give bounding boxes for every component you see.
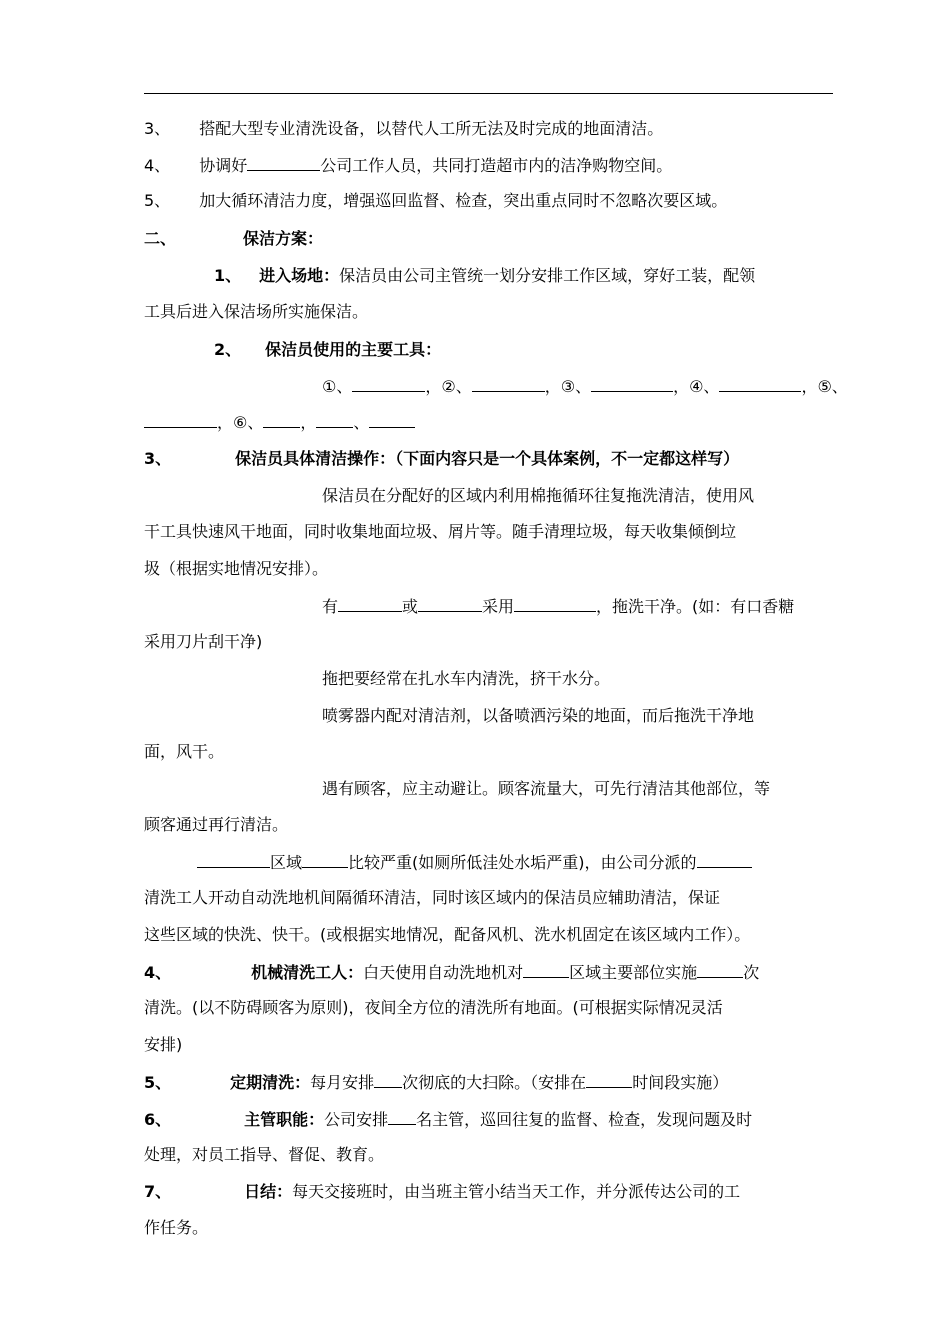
blank [374, 1072, 402, 1088]
p3-line: 采用刀片刮干净) [144, 632, 263, 651]
blank [369, 412, 415, 428]
section-heading-2 [144, 229, 323, 249]
section-number: 二、 [144, 229, 177, 248]
marker: ，③、 [544, 377, 592, 396]
blank [388, 1109, 416, 1125]
blank [316, 412, 353, 428]
item-title: 进入场地： [259, 266, 340, 285]
p3-line: 喷雾器内配对清洁剂，以备喷洒污染的地面，而后拖洗干净地 [322, 706, 755, 725]
item-number: 7、 [144, 1182, 172, 1201]
blank [514, 596, 596, 612]
marker: ，⑤、 [801, 377, 848, 396]
p4-line: 安排) [144, 1035, 183, 1054]
blank [697, 852, 752, 868]
item-number: 4、 [144, 963, 172, 982]
blank [197, 852, 270, 868]
item-title: 保洁员使用的主要工具： [265, 340, 442, 359]
plan-item-4 [144, 962, 759, 983]
text: 白天使用自动洗地机对 [363, 963, 524, 982]
item-number: 4、 [144, 156, 171, 175]
marker: 、 [353, 413, 370, 432]
list-item-3 [144, 119, 663, 139]
item-number: 3、 [144, 119, 171, 138]
blank [338, 596, 402, 612]
p7-line: 作任务。 [144, 1218, 209, 1237]
item-text: 协调好 [199, 156, 248, 175]
blank [144, 412, 217, 428]
blank [247, 155, 320, 171]
text: 时间段实施） [632, 1073, 729, 1092]
p3-line: 遇有顾客，应主动避让。顾客流量大，可先行清洁其他部位，等 [322, 779, 771, 798]
plan-item-1-cont: 工具后进入保洁场所实施保洁。 [144, 302, 369, 321]
text: 有 [322, 597, 339, 616]
blank [719, 376, 801, 392]
item-title: 日结： [244, 1182, 293, 1201]
p3-line: 保洁员在分配好的区域内利用棉拖循环往复拖洗清洁，使用风 [322, 486, 755, 505]
marker: ，②、 [425, 377, 472, 396]
blank [352, 376, 425, 392]
p3-line: 这些区域的快洗、快干。(或根据实地情况，配备风机、洗水机固定在该区域内工作）。 [144, 925, 751, 944]
item-number: 1、 [214, 266, 242, 285]
list-item-4 [144, 155, 672, 176]
p4-line: 清洗。(以不防碍顾客为原则)，夜间全方位的清洗所有地面。(可根据实际情况灵活 [144, 998, 723, 1017]
item-number: 5、 [144, 191, 171, 210]
text: 比较严重(如厕所低洼处水垢严重)，由公司分派的 [348, 853, 697, 872]
plan-item-1 [214, 266, 755, 286]
blank [418, 596, 482, 612]
text: 次彻底的大扫除。（安排在 [402, 1073, 587, 1092]
plan-item-6 [144, 1109, 752, 1130]
text: ，拖洗干净。(如：有口香糖 [596, 597, 795, 616]
marker: ， [300, 413, 317, 432]
plan-item-7 [144, 1182, 740, 1202]
marker: ，⑥、 [217, 413, 264, 432]
item-text: 搭配大型专业清洗设备，以替代人工所无法及时完成的地面清洁。 [199, 119, 664, 138]
tools-line-2 [144, 412, 415, 433]
item-title: 定期清洗： [230, 1073, 311, 1092]
blank [591, 376, 673, 392]
p3-line: 干工具快速风干地面，同时收集地面垃圾、屑片等。随手清理垃圾，每天收集倾倒垃 [144, 522, 737, 541]
item-text: 公司工作人员，共同打造超市内的洁净购物空间。 [320, 156, 673, 175]
item-title: 主管职能： [244, 1110, 325, 1129]
text: 每月安排 [310, 1073, 375, 1092]
text: 每天交接班时，由当班主管小结当天工作，并分派传达公司的工 [292, 1182, 741, 1201]
item-number: 6、 [144, 1110, 172, 1129]
item-number: 3、 [144, 449, 172, 468]
text: 公司安排 [324, 1110, 389, 1129]
section-title: 保洁方案： [243, 229, 324, 248]
p3-line: 清洗工人开动自动洗地机间隔循环清洁，同时该区域内的保洁员应辅助清洁，保证 [144, 888, 721, 907]
p3-line: 圾（根据实地情况安排）。 [144, 559, 329, 578]
p3-line [197, 852, 752, 873]
p3-line: 顾客通过再行清洁。 [144, 815, 289, 834]
item-number: 2、 [214, 340, 242, 359]
marker: ①、 [322, 377, 353, 396]
item-title: 保洁员具体清洁操作：（下面内容只是一个具体案例，不一定都这样写） [235, 449, 740, 468]
plan-item-5 [144, 1072, 728, 1093]
list-item-5 [144, 191, 727, 211]
p6-line: 处理，对员工指导、督促、教育。 [144, 1145, 385, 1164]
blank [586, 1072, 632, 1088]
blank [523, 962, 569, 978]
plan-item-3 [144, 449, 739, 469]
blank [263, 412, 300, 428]
p3-line [322, 596, 794, 617]
blank [302, 852, 348, 868]
text: 或 [402, 597, 419, 616]
item-title: 机械清洗工人： [251, 963, 364, 982]
text: 次 [743, 963, 760, 982]
marker: ，④、 [673, 377, 720, 396]
item-text: 加大循环清洁力度，增强巡回监督、检查，突出重点同时不忽略次要区域。 [199, 191, 728, 210]
blank [697, 962, 743, 978]
plan-item-2 [214, 340, 441, 360]
item-text: 保洁员由公司主管统一划分安排工作区域，穿好工装，配领 [339, 266, 756, 285]
item-number: 5、 [144, 1073, 172, 1092]
p3-line: 拖把要经常在扎水车内清洗，挤干水分。 [322, 669, 611, 688]
text: 名主管，巡回往复的监督、检查，发现问题及时 [416, 1110, 753, 1129]
p3-line: 面，风干。 [144, 742, 225, 761]
header-rule [144, 93, 833, 94]
text: 区域 [270, 853, 303, 872]
blank [472, 376, 545, 392]
tools-line-1 [322, 376, 848, 397]
text: 采用 [482, 597, 515, 616]
text: 区域主要部位实施 [569, 963, 698, 982]
